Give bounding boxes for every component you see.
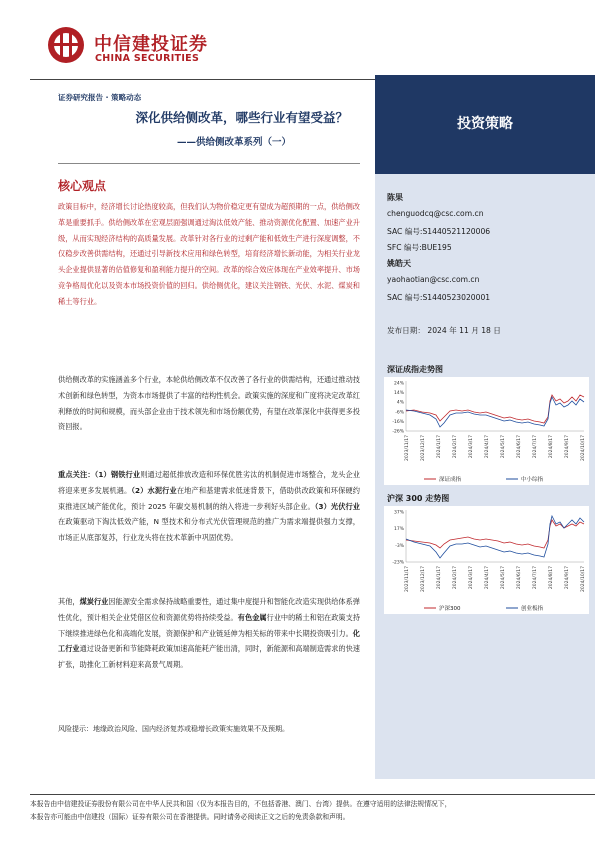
- analyst-1-sfc: SFC 编号:BUE195: [387, 243, 452, 252]
- chart-2-ytick: -3%: [395, 543, 404, 549]
- chem-label: 化工行业: [58, 628, 360, 654]
- metal-text: 行业中的稀土和铝在政策支持下继续推进绿色化和高端化发展，资源保护和产业链延伸为相关标的带来中长期投资吸引力。: [58, 612, 360, 638]
- chart-2-xtick: 2024/5/17: [501, 566, 506, 590]
- analyst-2-sac: SAC 编号:S1440523020001: [387, 293, 491, 302]
- report-type: 证券研究报告 · 策略动态: [58, 93, 142, 102]
- chart-1-ytick: 4%: [396, 400, 404, 406]
- footer-divider: [30, 794, 595, 795]
- chart-1-ytick: 14%: [393, 391, 404, 397]
- focus-cement-text: 在地产和基建需求低迷背景下，借助供改政策和环保硬约束推进区域产能优化，预计 2025 年碳交易机制的纳入将进一步利好头部企业。: [58, 485, 360, 511]
- chart-1-xtick: 2023/12/17: [421, 435, 426, 461]
- analyst-1-sac: SAC 编号:S1440521120006: [387, 227, 491, 236]
- paragraph-focus: [58, 467, 360, 546]
- chart-2-xtick: 2023/12/17: [421, 566, 426, 592]
- analyst-2-name: 姚皓天: [387, 259, 411, 268]
- others-prefix: 其他，: [58, 597, 80, 606]
- chart-2-ytick: 37%: [393, 510, 404, 516]
- chart-2-ytick: 17%: [393, 527, 404, 533]
- chart-1-ytick: -16%: [392, 419, 404, 425]
- chart-1-title: 深证成指走势图: [387, 365, 443, 374]
- focus-steel-label: （1）钢铁行业: [94, 470, 141, 479]
- coal-label: 煤炭行业: [79, 597, 109, 606]
- chart-2-xtick: 2024/2/17: [453, 566, 458, 590]
- chart-1-ytick: -6%: [395, 410, 404, 416]
- logo-english-name: CHINA SECURITIES: [95, 53, 200, 64]
- chart-1-xtick: 2024/6/17: [517, 435, 522, 459]
- logo-chinese-name: 中信建投证券: [94, 34, 208, 55]
- chart-1-xtick: 2024/9/17: [565, 435, 570, 459]
- footer-disclaimer: [30, 798, 595, 824]
- analyst-2-email[interactable]: yaohaotian@csc.com.cn: [387, 275, 480, 284]
- paragraph-others: [58, 594, 360, 673]
- chart-1-xtick: 2024/2/17: [453, 435, 458, 459]
- section-heading: 核心观点: [58, 179, 107, 193]
- paragraph-implementation: 供给侧改革的实施涵盖多个行业，本轮供给侧改革不仅改善了各行业的供需结构，还通过推动技术创新和绿色转型，为资本市场提供了丰富的结构性机会。政策实施的深度和广度将决定改革红利释放的时间和规模，而头部企业由于技术领先和市场份额优势，有望在改革深化中获得更多投资回报。: [58, 375, 360, 432]
- chart-2-title: 沪深 300 走势图: [387, 494, 450, 503]
- chart-1-xtick: 2024/8/17: [549, 435, 554, 459]
- analyst-1-email[interactable]: chenguodcq@csc.com.cn: [387, 209, 484, 218]
- category-banner-label: 投资策略: [457, 116, 513, 132]
- chart-2-xtick: 2024/4/17: [485, 566, 490, 590]
- chart-1-xtick: 2024/10/17: [581, 435, 586, 461]
- chart-1-xtick: 2024/7/17: [533, 435, 538, 459]
- core-view-paragraph: 政策目标中，经济增长讨论热度较高，但我们认为物价稳定更有望成为超预期的一点，供给侧改革是重要抓手。供给侧改革在宏观层面强调通过淘汰低效产能、推动资源优化配置、加速产业升级，从而实现经济结构的高质量发展。改革针对各行业的过剩产能和低效生产进行深度调整，不仅稳步改善供需结构，还通过引导新技术应用和绿色转型，培育经济增长新动能，为相关行业龙头企业提供显著的估值修复和盈利能力提升的空间。改革的综合效应体现在产业效率提升、市场竞争格局优化以及资本市场投资价值的回归。供给侧优化，建议关注钢铁、光伏、水泥、煤炭和稀土等行业。: [58, 202, 360, 306]
- analyst-1-name: 陈果: [387, 193, 403, 202]
- chart-2-xtick: 2024/3/17: [469, 566, 474, 590]
- publish-date: 发布日期： 2024 年 11 月 18 日: [387, 326, 501, 335]
- chart-1-ytick: 24%: [393, 381, 404, 387]
- chart-2-xtick: 2024/6/17: [517, 566, 522, 590]
- coal-text: 因能源安全需求保持战略重要性，通过集中度提升和智能化改造实现供给体系弹性优化，预计相关企业凭借区位和资源优势将持续受益。: [58, 597, 360, 622]
- chart-1-legend-a: 深证成指: [439, 477, 462, 483]
- chart-2-svg: [384, 506, 589, 614]
- footer-line-1: 本报告由中信建投证券股份有限公司在中华人民共和国（仅为本报告目的，不包括香港、澳门、台湾）提供。在遵守适用的法律法规情况下，: [30, 800, 452, 808]
- chart-2-legend-b: 创业板指: [521, 606, 544, 612]
- focus-pv-label: （3）光伏行业: [314, 501, 360, 511]
- chart-1-ytick: -26%: [392, 429, 404, 435]
- metal-label: 有色金属: [237, 612, 267, 622]
- chem-text: 通过设备更新和节能降耗政策加速高能耗产能出清，同时，新能源和高端制造需求的快速扩张，助推化工新材料迎来高景气周期。: [58, 644, 360, 670]
- chart-1-legend-b: 中小综指: [521, 477, 544, 483]
- footer-line-2: 本报告亦可能由中信建投（国际）证券有限公司在香港提供。同时请务必阅读正文之后的免责条款和声明。: [30, 813, 350, 821]
- focus-pv-text: 在政策驱动下淘汰低效产能，N 型技术和分布式光伏管理规范的推广为需求端提供强力支撑，市场正从底部复苏，行业龙头将在技术革新中巩固优势。: [58, 517, 360, 543]
- risk-warning: 风险提示：地缘政治风险、国内经济复苏或稳增长政策实施效果不及预期。: [58, 725, 289, 733]
- chart-1-xtick: 2024/3/17: [469, 435, 474, 459]
- chart-2-ytick: -23%: [392, 560, 404, 566]
- csc-logo-icon: [46, 25, 86, 65]
- chart-1-svg: [384, 377, 589, 485]
- chart-2-xtick: 2024/7/17: [533, 566, 538, 590]
- chart-2-xtick: 2024/10/17: [581, 566, 586, 592]
- chart-1-xtick: 2023/11/17: [405, 435, 410, 461]
- report-subtitle: ——供给侧改革系列（一）: [176, 137, 291, 148]
- chart-2-xtick: 2024/9/17: [565, 566, 570, 590]
- report-title: 深化供给侧改革，哪些行业有望受益？: [135, 110, 348, 125]
- chart-1-xtick: 2024/4/17: [485, 435, 490, 459]
- focus-cement-label: （2）水泥行业: [131, 485, 177, 495]
- chart-1-xtick: 2024/1/17: [437, 435, 442, 459]
- chart-2-xtick: 2023/11/17: [405, 566, 410, 592]
- title-divider: [58, 163, 360, 164]
- focus-prefix: 重点关注：: [58, 470, 95, 479]
- chart-2-legend-a: 沪深300: [439, 606, 461, 612]
- focus-steel-text: 则通过超低排放改造和环保优胜劣汰的机制促进市场整合，龙头企业将迎来更多发展机遇。: [58, 470, 360, 495]
- chart-2-xtick: 2024/1/17: [437, 566, 442, 590]
- chart-1-xtick: 2024/5/17: [501, 435, 506, 459]
- chart-2-xtick: 2024/8/17: [549, 566, 554, 590]
